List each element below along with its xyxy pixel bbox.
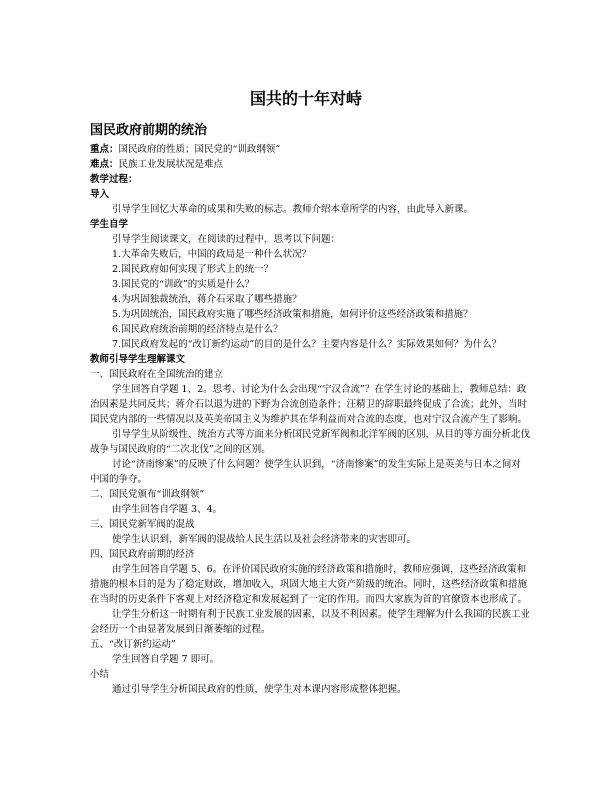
question-item: 3.国民党的“训政”的实质是什么？ <box>112 279 255 290</box>
key-points <box>90 142 530 157</box>
section-1-paragraph: 学生回答自学题 1、2。思考、讨论为什么会出现“宁汉合流”？在学生讨论的基础上，教师总结：政治因素是共同反共；蒋介石以退为进的下野为合流创造条件；汪精卫的辞职最终促成了合流；此外，当时国民党内部的一些情况以及英美帝国主义为维护其在华利益而对合流的态度，也对宁汉合流产生了影响。 <box>90 384 528 425</box>
section-3-paragraph: 使学生认识到，新军阀的混战给人民生活以及社会经济带来的灾害即可。 <box>112 534 417 545</box>
section-2-heading: 二、国民党颁布“训政纲领” <box>90 489 205 500</box>
section-5-paragraph: 学生回答自学题 7 即可。 <box>112 654 220 665</box>
document-body <box>90 122 530 697</box>
section-3-heading: 三、国民党新军阀的混战 <box>90 519 195 530</box>
section-title: 国民政府前期的统治 <box>90 123 208 138</box>
difficulty-text: 民族工业发展状况是难点 <box>118 159 224 170</box>
section-1-paragraph: 讨论“济南惨案”的反映了什么问题？使学生认识到，“济南惨案”的发生实际上是英美与日本之间对中国的争夺。 <box>90 459 521 485</box>
section-2-paragraph: 由学生回答自学题 3、4。 <box>112 504 223 515</box>
summary-paragraph: 通过引导学生分析国民政府的性质，使学生对本课内容形成整体把握。 <box>112 684 407 695</box>
self-study-intro: 引导学生阅读课文，在阅读的过程中，思考以下问题： <box>112 234 341 245</box>
difficulty-label: 难点： <box>90 159 119 170</box>
self-study-heading: 学生自学 <box>90 219 129 230</box>
question-item: 1.大革命失败后，中国的政局是一种什么状况？ <box>112 249 312 260</box>
section-4-heading: 四、国民政府前期的经济 <box>90 549 195 560</box>
section-1-paragraph: 引导学生从阶级性、统治方式等方面来分析国民党新军阀和北洋军阀的区别，从目的等方面分析北伐战争与国民政府的“二次北伐”之间的区别。 <box>90 429 531 455</box>
intro-heading: 导入 <box>90 189 110 200</box>
section-4-paragraph: 让学生分析这一时期有利于民族工业发展的因素，以及不利因素。使学生理解为什么我国的民族工业会经历一个由显著发展到日渐萎缩的过程。 <box>90 609 531 635</box>
question-item: 5.为巩固统治，国民政府实施了哪些经济政策和措施，如何评价这些经济政策和措施？ <box>112 309 473 320</box>
process-heading: 教学过程： <box>90 174 138 185</box>
section-1-heading: 一、国民政府在全国统治的建立 <box>90 369 224 380</box>
page-title: 国共的十年对峙 <box>249 89 362 108</box>
question-item: 6.国民政府统治前期的经济特点是什么？ <box>112 324 283 335</box>
summary-heading: 小结 <box>90 669 110 680</box>
question-item: 7.国民政府发起的“改订新约运动”的目的是什么？主要内容是什么？实际效果如何？为什么？ <box>112 339 502 350</box>
difficult-points <box>90 157 530 172</box>
section-4-paragraph: 由学生回答自学题 5、6。在评价国民政府实施的经济政策和措施时，教师应强调，这些经济政策和措施的根本目的是为了稳定财政，增加收入，巩固大地主大资产阶级的统治。同时，这些经济政策和措施在当时的历史条件下客观上对经济稳定和发展起到了一定的作用。而四大家族为首的官僚资本也形成了。 <box>90 564 528 605</box>
question-item: 4.为巩固独裁统治，蒋介石采取了哪些措施？ <box>112 294 302 305</box>
key-label: 重点： <box>90 144 119 155</box>
key-text: 国民政府的性质；国民党的“训政纲领” <box>118 144 281 155</box>
question-item: 2.国民政府如何实现了形式上的统一？ <box>112 264 274 275</box>
intro-paragraph: 引导学生回忆大革命的成果和失败的标志。教师介绍本章所学的内容，由此导入新课。 <box>112 204 474 215</box>
teacher-guide-heading: 教师引导学生理解课文 <box>90 354 186 365</box>
section-5-heading: 五、“改订新约运动” <box>90 639 176 650</box>
